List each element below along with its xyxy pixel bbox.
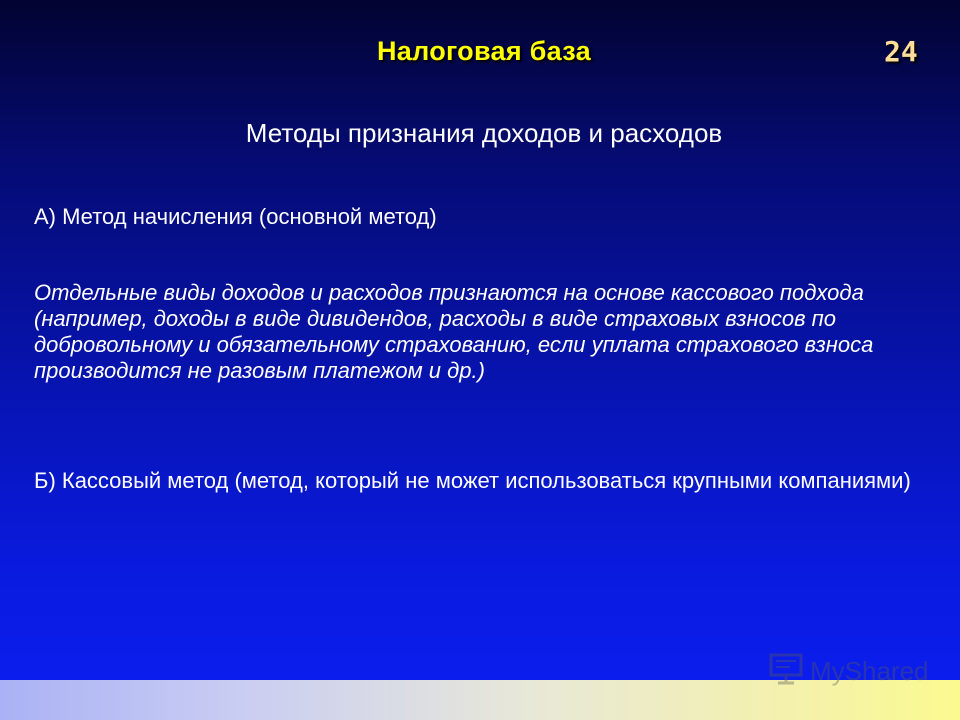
paragraph-cash-method: Б) Кассовый метод (метод, который не может использоваться крупными компаниями) xyxy=(34,468,911,493)
slide-subtitle: Методы признания доходов и расходов xyxy=(245,118,723,148)
presentation-board-icon xyxy=(768,652,804,691)
watermark xyxy=(768,652,929,691)
slide-title: Налоговая база xyxy=(376,36,591,66)
watermark-text: MyShared xyxy=(810,656,929,686)
paragraph-accrual-method: А) Метод начисления (основной метод) xyxy=(34,204,437,229)
page-number: 24 xyxy=(884,35,918,68)
paragraph-cash-basis-exceptions: Отдельные виды доходов и расходов признаются на основе кассового подхода (например, доходы в виде дивидендов, расходы в виде страховых взносов по добровольному и обязательному страхованию, если уплата страхового взноса производится не разовым платежом и др.) xyxy=(34,280,874,383)
